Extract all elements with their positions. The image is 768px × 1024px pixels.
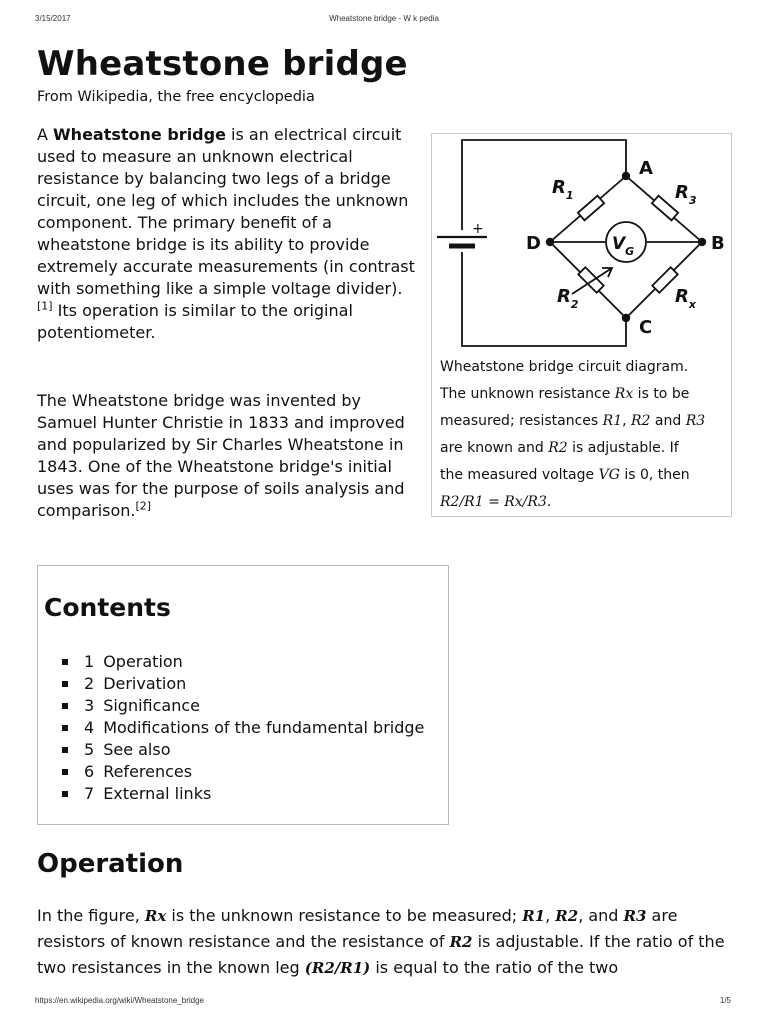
intro-paragraph-2: The Wheatstone bridge was invented by Samuel Hunter Christie in 1833 and improved and popularized by Sir Charles Wheatstone in 1843. One of the Wheatstone bridge's initial uses was for the purpose of soils analysis and comparison.[2] xyxy=(37,391,405,520)
caption-r2: R2 xyxy=(631,413,651,429)
math-r2: R2 xyxy=(555,907,579,925)
operation-paragraph: In the figure, Rx is the unknown resistance to be measured; R1, R2, and R3 are resistors of known resistance and the resistance of R2 is adjustable. If the ratio of the two resistances in the known leg (R2/R1) is equal to the ratio of the two xyxy=(37,906,725,977)
caption-equation: R2/R1 = Rx/R3. xyxy=(440,494,552,510)
node-c-label: C xyxy=(639,317,653,338)
print-date: 3/15/2017 xyxy=(35,14,71,23)
r3-label: $R_3$ xyxy=(675,182,697,207)
caption-r2-adjustable: R2 xyxy=(548,440,568,456)
toc-item-significance[interactable]: 3 Significance xyxy=(62,695,424,717)
caption-vg: VG xyxy=(598,467,620,483)
caption-r3: R3 xyxy=(685,413,706,429)
print-url: https://en.wikipedia.org/wiki/Wheatstone_bridge xyxy=(35,996,204,1005)
toc-item-see-also[interactable]: 5 See also xyxy=(62,739,424,761)
node-c-dot xyxy=(622,314,630,322)
circuit-figure xyxy=(431,133,732,517)
node-b-dot xyxy=(698,238,706,246)
toc-title: Contents xyxy=(44,593,171,622)
figure-caption: Wheatstone bridge circuit diagram. The unknown resistance Rx is to be measured; resistances R1, R2 and R3 are known and R2 is adjustable. If the measured voltage VG is 0, then R2/R1 = Rx/R3. xyxy=(440,359,706,510)
node-a-label: A xyxy=(639,158,653,179)
page-tagline: From Wikipedia, the free encyclopedia xyxy=(37,89,315,105)
wheatstone-circuit-diagram[interactable] xyxy=(432,134,733,354)
battery-icon xyxy=(437,237,487,246)
rx-label: $R_x$ xyxy=(675,286,696,311)
node-d-dot xyxy=(546,238,554,246)
resistor-rx-icon xyxy=(652,267,677,292)
wire-bottom xyxy=(462,252,626,346)
table-of-contents xyxy=(37,565,449,825)
toc-item-derivation[interactable]: 2 Derivation xyxy=(62,673,424,695)
toc-list xyxy=(62,651,424,805)
toc-item-references[interactable]: 6 References xyxy=(62,761,424,783)
resistor-r1-icon xyxy=(578,196,604,221)
r1-label: $R_1$ xyxy=(552,177,574,202)
math-r3: R3 xyxy=(623,907,647,925)
caption-r1: R1 xyxy=(602,413,623,429)
intro-paragraph-1: A Wheatstone bridge is an electrical circuit used to measure an unknown electrical resistance by balancing two legs of a bridge circuit, one leg of which includes the unknown component. The primary benefit of a wheatstone bridge is its ability to provide extremely accurate measurements (in contrast with something like a simple voltage divider).[1] Its operation is similar to the original potentiometer. xyxy=(37,125,415,342)
reference-link-1[interactable]: [1] xyxy=(37,299,53,313)
resistor-r2-icon xyxy=(578,267,603,292)
caption-rx: Rx xyxy=(614,386,634,402)
r2-label: $R_2$ xyxy=(557,286,579,311)
toc-item-modifications[interactable]: 4 Modifications of the fundamental bridge xyxy=(62,717,424,739)
math-r1: R1 xyxy=(522,907,546,925)
math-rx: Rx xyxy=(144,907,167,925)
battery-plus-label: + xyxy=(472,221,484,237)
node-b-label: B xyxy=(711,233,725,254)
math-ratio: (R2/R1) xyxy=(304,959,371,977)
node-a-dot xyxy=(622,172,630,180)
print-page-title: Wheatstone bridge - W k pedia xyxy=(329,14,439,23)
intro-bold-term: Wheatstone bridge xyxy=(53,125,226,144)
reference-link-2[interactable]: [2] xyxy=(135,499,152,513)
toc-item-operation[interactable]: 1 Operation xyxy=(62,651,424,673)
node-d-label: D xyxy=(526,233,541,254)
vg-symbol: $V_G$ xyxy=(612,234,635,258)
toc-item-external-links[interactable]: 7 External links xyxy=(62,783,424,805)
page-title: Wheatstone bridge xyxy=(37,44,408,84)
math-r2-adjustable: R2 xyxy=(449,933,473,951)
print-page-number: 1/5 xyxy=(719,996,731,1005)
wire-top xyxy=(462,140,626,230)
adjustable-arrow-icon xyxy=(572,268,612,294)
section-heading-operation: Operation xyxy=(37,849,184,879)
